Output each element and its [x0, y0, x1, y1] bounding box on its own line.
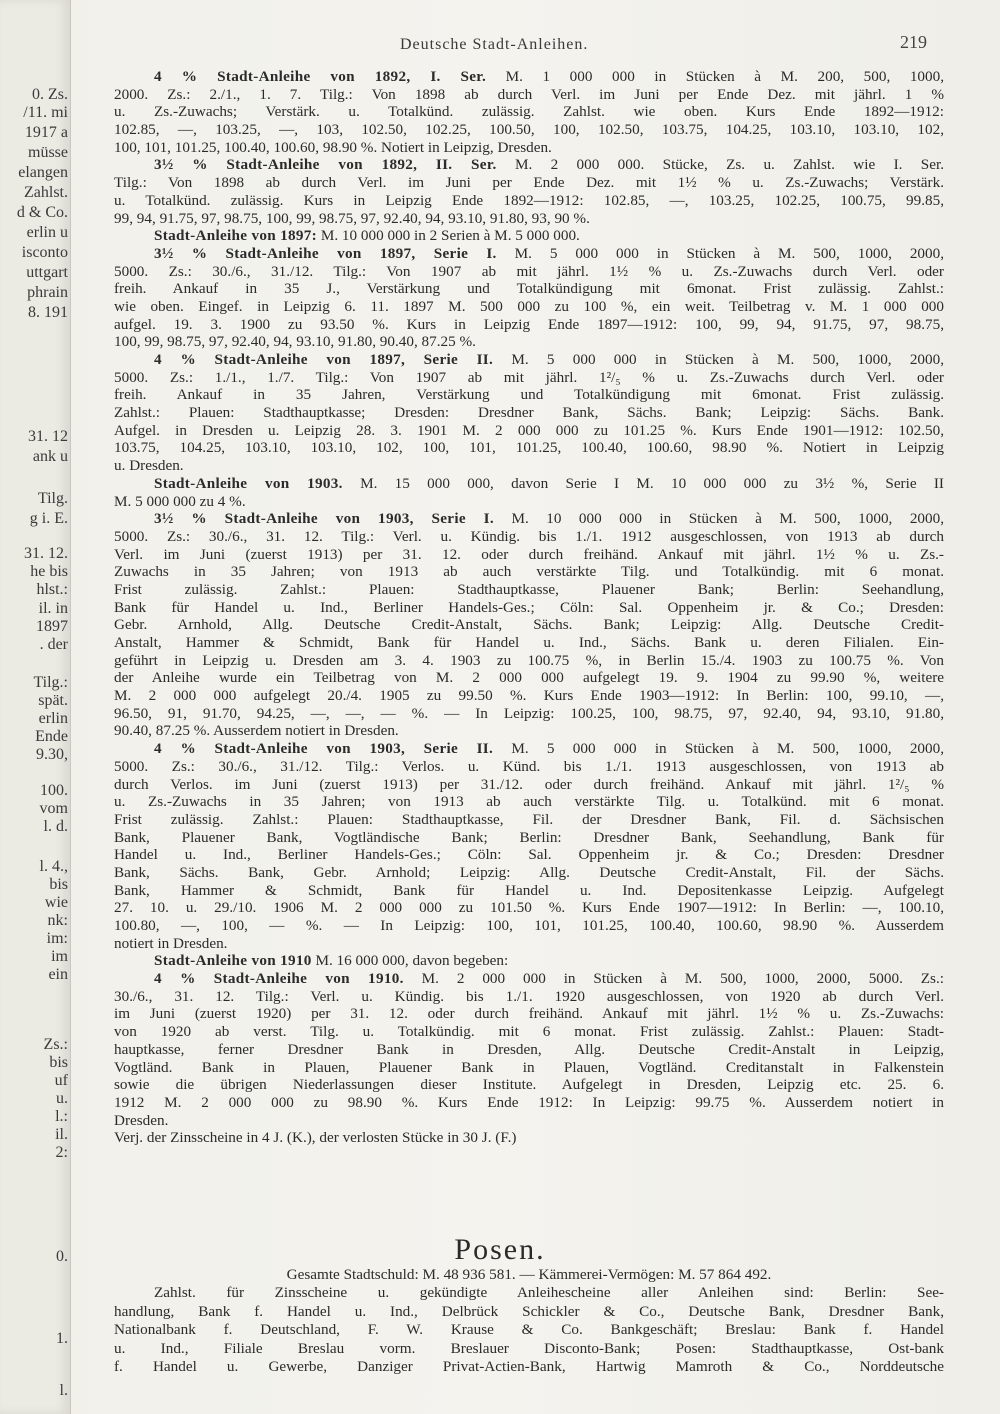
margin-fragment: Zahlst. [24, 184, 68, 201]
margin-fragment: 1. [56, 1330, 68, 1347]
margin-fragment: he bis [30, 563, 68, 580]
margin-fragment: müsse [28, 144, 68, 161]
text-line: sowie die übrigen Niederlassungen dieser Institute. Aufgelegt in Dresden, Leipzig etc. 25. 6. [114, 1076, 944, 1094]
text-line: freih. Ankauf in 35 Jahren, Verstärkung und Totalkündigung mit 6monat. Frist zulässig. [114, 386, 944, 404]
text-line: M. 2 000 000 aufgelegt 20./4. 1905 zu 99.50 %. Kurs Ende 1903—1912: In Berlin: 100, 99.10, —, [114, 687, 944, 705]
text-line: Frist zulässig. Zahlst.: Plauen: Stadthauptkasse, Plauener Bank; Berlin: Seehandlung, [114, 580, 944, 598]
margin-fragment: u. [56, 1090, 68, 1107]
margin-fragment: nk: [47, 912, 68, 929]
text-line: Stadt-Anleihe von 1910 M. 16 000 000, davon begeben: [154, 952, 509, 970]
text-line: von 1920 ab verst. Tilg. u. Totalkündig. mit 6 monat. Frist zulässig. Zahlst.: Plauen: Stadt- [114, 1023, 944, 1041]
bond-heading: Stadt-Anleihe von 1897: [154, 227, 318, 245]
text-line: Frist zulässig. Zahlst.: Plauen: Stadthauptkasse, Fil. der Dresdner Bank, Fil. d. Sächsischen [114, 810, 944, 828]
margin-fragment: 31. 12 [28, 428, 68, 445]
text-line: durch Verlos. im Juni (zuerst 1913) per 31./12. oder durch freihänd. Ankauf mit jährl. 1²/₅ % [114, 775, 944, 793]
posen-text-line: Gesamte Stadtschuld: M. 48 936 581. — Kämmerei-Vermögen: M. 57 864 492. [286, 1266, 772, 1283]
text-line: 3½ % Stadt-Anleihe von 1903, Serie I. M. 10 000 000 in Stücken à M. 500, 1000, 2000, [154, 510, 944, 528]
margin-fragment: Tilg. [37, 490, 68, 507]
text-line: 2000. Zs.: 2./1., 1. 7. Tilg.: Von 1898 ab durch Verl. im Juni per Ende Dez. mit jährl. 1 % [114, 85, 944, 103]
margin-fragment: im: [46, 930, 68, 947]
text-line: Stadt-Anleihe von 1903. M. 15 000 000, davon Serie I M. 10 000 000 zu 3½ %, Serie II [154, 474, 944, 492]
bond-heading: 4 % Stadt-Anleihe von 1910. [154, 970, 404, 988]
margin-fragment: 9.30, [36, 746, 68, 763]
text-line: 100, 99, 98.75, 97, 92.40, 94, 93.10, 91.80, 90.40, 87.25 %. [114, 333, 476, 351]
posen-section-text [114, 1266, 944, 1376]
bond-heading: Stadt-Anleihe von 1903. [154, 474, 343, 492]
text-line: 27. 10. u. 29./10. 1906 M. 2 000 000 zu 101.50 %. Kurs Ende 1907—1912: In Berlin: —, 100.10, [114, 899, 944, 917]
margin-fragment: il. [55, 1126, 68, 1143]
margin-fragment: elangen [18, 164, 68, 181]
margin-fragment: ank u [32, 448, 68, 465]
text-line: notiert in Dresden. [114, 934, 228, 952]
margin-fragment: phrain [27, 284, 68, 301]
text-line: 4 % Stadt-Anleihe von 1903, Serie II. M. 5 000 000 in Stücken à M. 500, 1000, 2000, [154, 740, 944, 758]
text-line: 100.80, —, 100, — %. — In Leipzig: 100, 101, 101.25, 100.40, 100.60, 98.90 %. Ausserdem [114, 917, 944, 934]
bond-heading: Stadt-Anleihe von 1910 [154, 952, 312, 970]
margin-fragment: 2: [55, 1144, 68, 1161]
text-line: 99, 94, 91.75, 97, 98.75, 100, 99, 98.75, 97, 92.40, 94, 93.10, 91.80, 93, 90 %. [114, 209, 590, 227]
margin-fragment: . der [39, 636, 68, 653]
margin-fragment: l.: [55, 1108, 68, 1125]
text-line: Bank, Sächs. Bank, Gebr. Arnhold; Leipzig: Allg. Deutsche Credit-Anstalt, Fil. der Sächs. [114, 863, 944, 881]
margin-fragment: 100. [40, 782, 68, 799]
running-header: Deutsche Stadt-Anleihen. [400, 36, 589, 53]
text-line: u. Dresden. [114, 457, 184, 475]
text-line: 90.40, 87.25 %. Ausserdem notiert in Dresden. [114, 722, 399, 740]
text-line: 5000. Zs.: 30./6., 31./12. Tilg.: Verlos. u. Künd. bis 1./1. 1913 ausgeschlossen, von 1913 ab [114, 757, 944, 775]
margin-fragment: g i. E. [29, 510, 68, 527]
text-line: im Juni (zuerst 1920) per 31. 12. oder durch freihänd. Ankauf mit jährl. 1½ % u. Zs.-Zuwachs: [114, 1005, 944, 1023]
text-line: wie oben. Eingef. in Leipzig 6. 11. 1897 M. 500 000 zu 100 %, ein weit. Teilbetrag v. M. 1 000 000 [114, 297, 944, 315]
text-line: u. Totalkünd. zulässig. Kurs in Leipzig Ende 1892—1912: 102.85, —, 103.25, 102.25, 100.75, 99.85, [114, 191, 944, 209]
text-line: 1912 M. 2 000 000 zu 98.90 %. Kurs Ende 1912: In Leipzig: 99.75 %. Ausserdem notiert in [114, 1093, 944, 1111]
text-line: Zuwachs in 35 Jahren; von 1913 ab auch verstärkte Tilg. und Totalkündig. mit 6 monat. [114, 563, 944, 581]
margin-fragment: wie [44, 894, 68, 911]
opposite-page-margin [0, 0, 71, 1414]
text-line: 4 % Stadt-Anleihe von 1910. M. 2 000 000 in Stücken à M. 500, 1000, 2000, 5000. Zs.: [154, 970, 944, 988]
text-line: Bank, Hammer & Schmidt, Bank für Handel u. Ind. Depositenkasse Leipzig. Aufgelegt [114, 881, 944, 899]
text-line: Bank, Plauener Bank, Vogtländische Bank; Berlin: Dresdner Bank, Seehandlung, Bank für [114, 828, 944, 846]
margin-fragment: 0. Zs. [32, 86, 68, 103]
margin-fragment: 1917 a [24, 124, 68, 141]
text-line: 30./6., 31. 12. Tilg.: Verl. u. Kündig. bis 1./1. 1920 ausgeschlossen, von 1920 ab durch Verl. [114, 987, 944, 1005]
bond-heading: 3½ % Stadt-Anleihe von 1903, Serie I. [154, 510, 494, 528]
posen-text-line: u. Ind., Filiale Breslau vorm. Breslauer Disconto-Bank; Posen: Stadthauptkasse, Ost-bank [114, 1339, 944, 1357]
margin-fragment: uttgart [26, 264, 68, 281]
margin-fragment: il. in [38, 600, 68, 617]
margin-fragment: isconto [21, 244, 68, 261]
text-line: Tilg.: Von 1898 ab durch Verl. im Juni per Ende Dez. mit 1½ % u. Zs.-Zuwachs; Verstärk. [114, 174, 944, 192]
bond-heading: 3½ % Stadt-Anleihe von 1897, Serie I. [154, 244, 497, 262]
margin-fragment: 8. 191 [28, 304, 68, 321]
text-line: 4 % Stadt-Anleihe von 1897, Serie II. M. 5 000 000 in Stücken à M. 500, 1000, 2000, [154, 351, 944, 368]
text-line: u. Zs.-Zuwachs; Verstärk. u. Totalkünd. zulässig. Zahlst. wie oben. Kurs Ende 1892—1912: [114, 103, 944, 121]
margin-fragment: l. 4., [39, 858, 68, 875]
text-line: Handel u. Ind., Berliner Handels-Ges.; Cöln: Sal. Oppenheim jr. & Co.; Dresden: Dresdner [114, 846, 944, 864]
text-line: hauptkasse, ferner Dresdner Bank in Dresden, Allg. Deutsche Credit-Anstalt in Leipzig, [114, 1040, 944, 1058]
margin-fragment: bis [49, 1054, 68, 1071]
text-line: freih. Ankauf in 35 J., Verstärkung und Totalkündigung mit 6monat. Frist zulässig. Zahlst.: [114, 280, 944, 298]
text-line: 102.85, —, 103.25, —, 103, 102.50, 102.25, 100.50, 100, 102.50, 103.75, 104.25, 103.10, 103.10, 102, [114, 121, 944, 139]
posen-text-line: Zahlst. für Zinsscheine u. gekündigte Anleihescheine aller Anleihen sind: Berlin: See- [154, 1284, 944, 1302]
margin-fragment: erlin [38, 710, 68, 727]
text-line: 100, 101, 101.25, 100.40, 100.60, 98.90 %. Notiert in Leipzig, Dresden. [114, 138, 552, 156]
text-line: Stadt-Anleihe von 1897: M. 10 000 000 in 2 Serien à M. 5 000 000. [154, 227, 580, 245]
page-number: 219 [900, 32, 927, 52]
posen-text-line: Nationalbank f. Deutschland, F. W. Krause & Co. Bankgeschäft; Breslau: Bank f. Handel [114, 1321, 944, 1339]
text-line: 3½ % Stadt-Anleihe von 1892, II. Ser. M. 2 000 000. Stücke, Zs. u. Zahlst. wie I. Ser. [154, 156, 944, 174]
text-line: Anstalt, Hammer & Schmidt, Bank für Handel u. Ind., Sächs. Bank u. deren Filialen. Ein- [114, 634, 944, 651]
bond-heading: 3½ % Stadt-Anleihe von 1892, II. Ser. [154, 156, 497, 174]
margin-fragment: /11. mi [23, 104, 68, 121]
text-line: 5000. Zs.: 30./6., 31. 12. Tilg.: Verl. u. Kündig. bis 1./1. 1912 ausgeschlossen, von 1913 ab durch [114, 527, 944, 545]
margin-fragment: l. [59, 1382, 68, 1399]
margin-fragment: spät. [38, 692, 68, 709]
text-line: Aufgel. in Dresden u. Leipzig 28. 3. 1901 M. 2 000 000 zu 101.25 %. Kurs Ende 1901—1912: 102.50, [114, 421, 944, 439]
margin-fragment: 1897 [36, 618, 68, 635]
bond-heading: 4 % Stadt-Anleihe von 1892, I. Ser. [154, 68, 487, 85]
margin-fragment: 31. 12. [24, 545, 68, 562]
text-line: 4 % Stadt-Anleihe von 1892, I. Ser. M. 1 000 000 in Stücken à M. 200, 500, 1000, [154, 68, 944, 85]
margin-fragment: l. d. [43, 818, 68, 835]
section-heading-posen: Posen. [454, 1233, 546, 1266]
margin-fragment: erlin u [26, 224, 68, 241]
margin-fragment: im [51, 948, 68, 965]
bond-heading: 4 % Stadt-Anleihe von 1903, Serie II. [154, 740, 494, 758]
margin-fragment: bis [49, 876, 68, 893]
text-line: 3½ % Stadt-Anleihe von 1897, Serie I. M. 5 000 000 in Stücken à M. 500, 1000, 2000, [154, 244, 944, 262]
posen-text-line: handlung, Bank f. Handel u. Ind., Delbrück Schickler & Co., Deutsche Bank, Dresdner Bank, [114, 1302, 944, 1320]
margin-fragment: Ende [35, 728, 68, 745]
text-line: Verl. im Juni (zuerst 1913) per 31. 12. oder durch freihänd. Ankauf mit jährl. 1½ % u. Zs.- [114, 545, 944, 563]
text-line: M. 5 000 000 zu 4 %. [114, 492, 246, 510]
text-line: Gebr. Arnhold, Allg. Deutsche Credit-Anstalt, Sächs. Bank; Leipzig: Allg. Deutsche Credit- [114, 616, 944, 634]
bond-heading: 4 % Stadt-Anleihe von 1897, Serie II. [154, 351, 494, 368]
text-line: Verj. der Zinsscheine in 4 J. (K.), der verlosten Stücke in 30 J. (F.) [114, 1129, 517, 1147]
text-line: 5000. Zs.: 1./1., 1./7. Tilg.: Von 1907 ab mit jährl. 1²/₅ % u. Zs.-Zuwachs durch Verl. oder [114, 368, 944, 386]
text-line: u. Zs.-Zuwachs in 35 Jahren; von 1913 ab auch verstärkte Tilg. u. Totalkünd. mit 6 monat. [114, 793, 944, 811]
text-line: 103.75, 104.25, 103.10, 103.10, 102, 100, 101, 101.25, 100.40, 100.60, 98.90 %. Notiert in Leipzig [114, 439, 944, 457]
text-line: Dresden. [114, 1111, 169, 1129]
margin-fragment: uf [54, 1072, 68, 1089]
bond-listing-text [114, 68, 944, 1147]
text-line: Vogtländ. Bank in Plauen, Plauener Bank in Plauen, Vogtländ. Creditanstalt in Falkenstein [114, 1058, 944, 1076]
margin-fragment: d & Co. [16, 204, 68, 221]
text-line: der Anleihe wurde ein Teilbetrag von M. 2 000 000 aufgelegt 19. 9. 1904 zu 99.90 %, weitere [114, 669, 944, 687]
text-line: Zahlst.: Plauen: Stadthauptkasse; Dresden: Dresdner Bank, Sächs. Bank; Leipzig: Sächs. Bank. [114, 404, 944, 422]
margin-fragment: 0. [56, 1248, 68, 1265]
posen-text-line: f. Handel u. Gewerbe, Danziger Privat-Actien-Bank, Hartwig Mamroth & Co., Norddeutsche [114, 1357, 944, 1375]
margin-fragment: Zs.: [43, 1036, 68, 1053]
text-line: geführt in Leipzig u. Dresden am 3. 4. 1903 zu 100.75 %, in Berlin 15./4. 1903 zu 100.75 %. Von [114, 651, 944, 669]
margin-fragment: Tilg.: [33, 674, 68, 691]
text-line: Bank für Handel u. Ind., Berliner Handels-Ges.; Cöln: Sal. Oppenheim jr. & Co.; Dresden: [114, 598, 944, 616]
margin-fragment: hlst.: [36, 581, 68, 598]
text-line: 5000. Zs.: 30./6., 31./12. Tilg.: Von 1907 ab mit jährl. 1½ % u. Zs.-Zuwachs durch Verl. oder [114, 262, 944, 280]
margin-fragment: vom [39, 800, 68, 817]
text-line: 96.50, 91, 91.70, 94.25, —, —, — %. — In Leipzig: 100.25, 100, 98.75, 97, 92.40, 94, 93.10, 91.80, [114, 704, 944, 722]
margin-fragment: ein [48, 966, 68, 983]
text-line: aufgel. 19. 3. 1900 zu 93.50 %. Kurs in Leipzig Ende 1897—1912: 100, 99, 94, 91.75, 97, 98.75, [114, 315, 944, 333]
